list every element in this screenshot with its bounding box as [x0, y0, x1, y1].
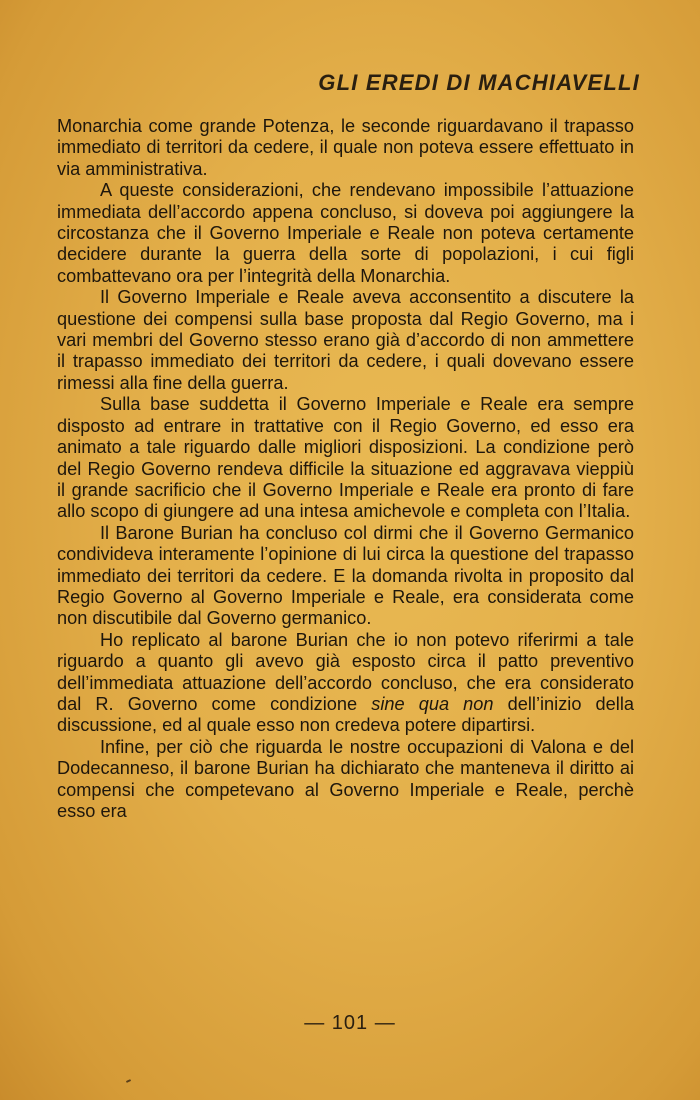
paragraph-6-text-before: Ho replicato al barone Burian che io non potevo riferirmi a tale riguardo a quanto gli avevo già esposto circa il patto preventivo dell’immediata attuazione dell’accordo concluso, che era considerato dal R. Governo come condizione — [57, 629, 634, 714]
paragraph-2: A queste considerazioni, che rendevano impossibile l’attuazione immediata dell’accordo appena concluso, si doveva poi aggiungere la circostanza che il Governo Imperiale e Reale non poteva certamente decidere durante la guerra della sorte di popolazioni, i cui figli combattevano ora per l’integrità della Monarchia. — [57, 180, 634, 286]
paragraph-6-text-after: dell’inizio della discussione, ed al quale esso non credeva potere dipartirsi. — [57, 693, 634, 736]
page-number: — 101 — — [304, 1012, 396, 1034]
running-title: GLI EREDI DI MACHIAVELLI — [318, 70, 640, 95]
paragraph-3: Il Governo Imperiale e Reale aveva acconsentito a discutere la questione dei compensi sulla base proposta dal Regio Governo, ma i vari membri del Governo stesso erano già d’accordo di non ammettere il trapasso immediato dei territori da cedere, i quali dovevano essere rimessi alla fine della guerra. — [57, 287, 634, 393]
paragraph-5: Il Barone Burian ha concluso col dirmi che il Governo Germanico condivideva interamente l’opinione di lui circa la questione del trapasso immediato dei territori da cedere. E la domanda rivolta in proposito dal Regio Governo al Governo Imperiale e Reale, era considerata come non discutibile dal Governo germanico. — [57, 522, 634, 629]
paragraph-6 — [57, 630, 634, 737]
paragraph-7: Infine, per ciò che riguarda le nostre occupazioni di Valona e del Dodecanneso, il barone Burian ha dichiarato che manteneva il diritto ai compensi che competevano al Governo Imperiale e Reale, perchè esso era — [57, 736, 634, 821]
ink-speck — [126, 1079, 131, 1083]
paragraph-1: Monarchia come grande Potenza, le seconde riguardavano il trapasso immediato di territori da cedere, il quale non poteva essere effettuato in via amministrativa. — [57, 116, 634, 179]
paragraph-4: Sulla base suddetta il Governo Imperiale e Reale era sempre disposto ad entrare in trattative con il Regio Governo, ed esso era animato a tale riguardo dalle migliori disposizioni. La condizione però del Regio Governo rendeva difficile la situazione ed aggravava vieppiù il grande sacrificio che il Governo Imperiale e Reale era pronto di fare allo scopo di giungere ad una intesa amichevole e completa con l’Italia. — [57, 394, 634, 522]
body-text — [57, 116, 634, 822]
latin-phrase: sine qua non — [371, 693, 494, 714]
